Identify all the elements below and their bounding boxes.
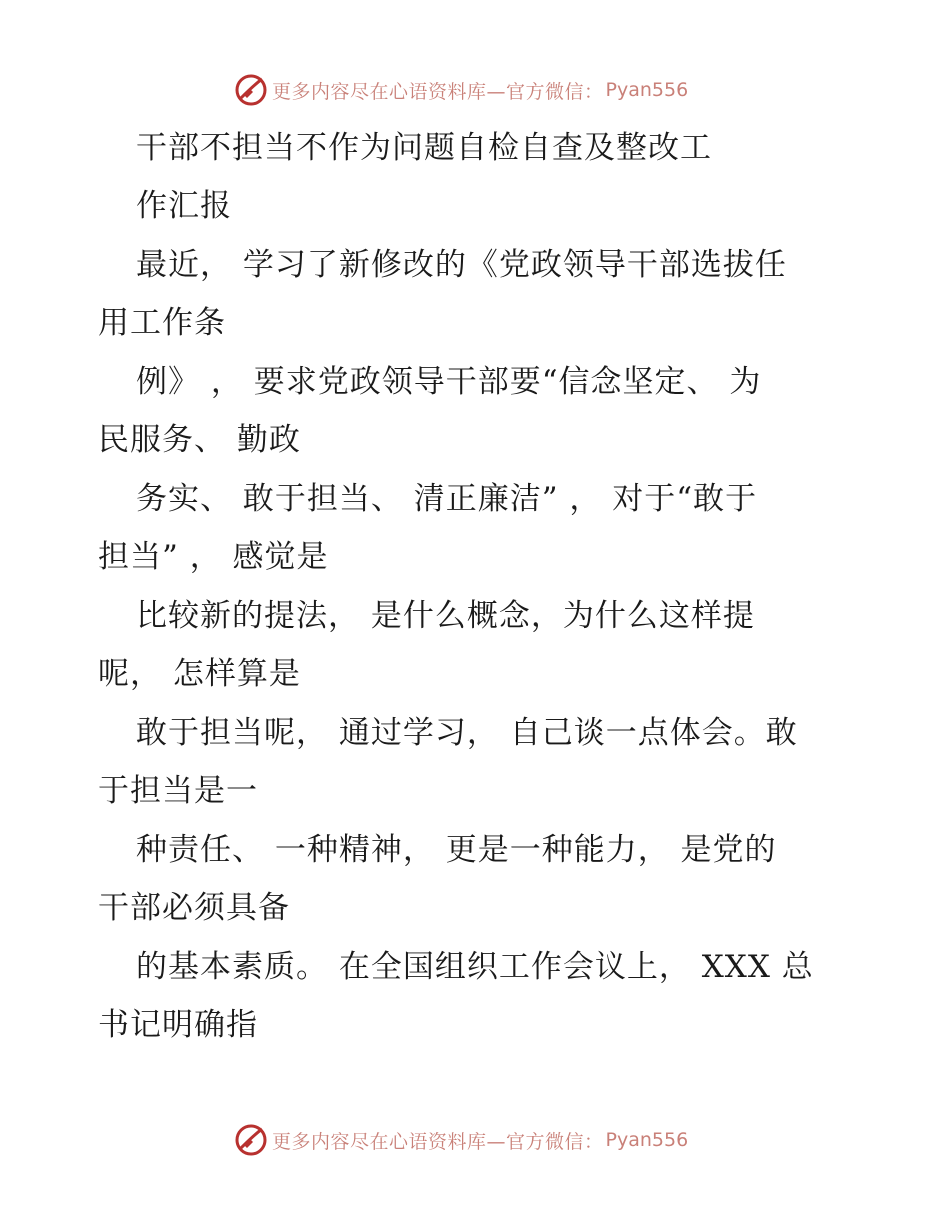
doc-text-line: 敢于担当呢， 通过学习， 自己谈一点体会。敢 [136,715,798,751]
doc-text-line: 于担当是一 [98,773,258,809]
watermark-wechat-id: Pyan556 [605,79,689,101]
doc-text-line: 呢， 怎样算是 [98,656,301,692]
doc-text-line: 民服务、 勤政 [98,422,301,458]
doc-title-line-2: 作汇报 [136,188,232,224]
doc-text-line: 最近， 学习了新修改的《党政领导干部选拔任 [136,247,787,283]
doc-text-line: 的基本素质。 在全国组织工作会议上， XXX 总 [136,949,814,985]
doc-text-line: 担当” ， 感觉是 [98,539,329,575]
doc-title-line-1: 干部不担当不作为问题自检自查及整改工 [136,130,712,166]
doc-text-line: 比较新的提法， 是什么概念，为什么这样提 [136,598,755,634]
header-watermark-banner [234,72,688,108]
watermark-wechat-id: Pyan556 [605,1129,689,1151]
doc-text-line: 书记明确指 [98,1007,258,1043]
footer-watermark-banner [234,1122,688,1158]
watermark-text: 更多内容尽在心语资料库—官方微信： [272,80,604,103]
pen-logo-icon [234,1123,268,1157]
doc-text-line: 例》 ， 要求党政领导干部要“信念坚定、 为 [136,364,762,400]
doc-text-line: 用工作条 [98,305,226,341]
watermark-text: 更多内容尽在心语资料库—官方微信： [272,1130,604,1153]
doc-text-line: 干部必须具备 [98,890,290,926]
doc-text-line: 务实、 敢于担当、 清正廉洁” ， 对于“敢于 [136,481,758,517]
pen-logo-icon [234,73,268,107]
doc-text-line: 种责任、 一种精神， 更是一种能力， 是党的 [136,832,777,868]
